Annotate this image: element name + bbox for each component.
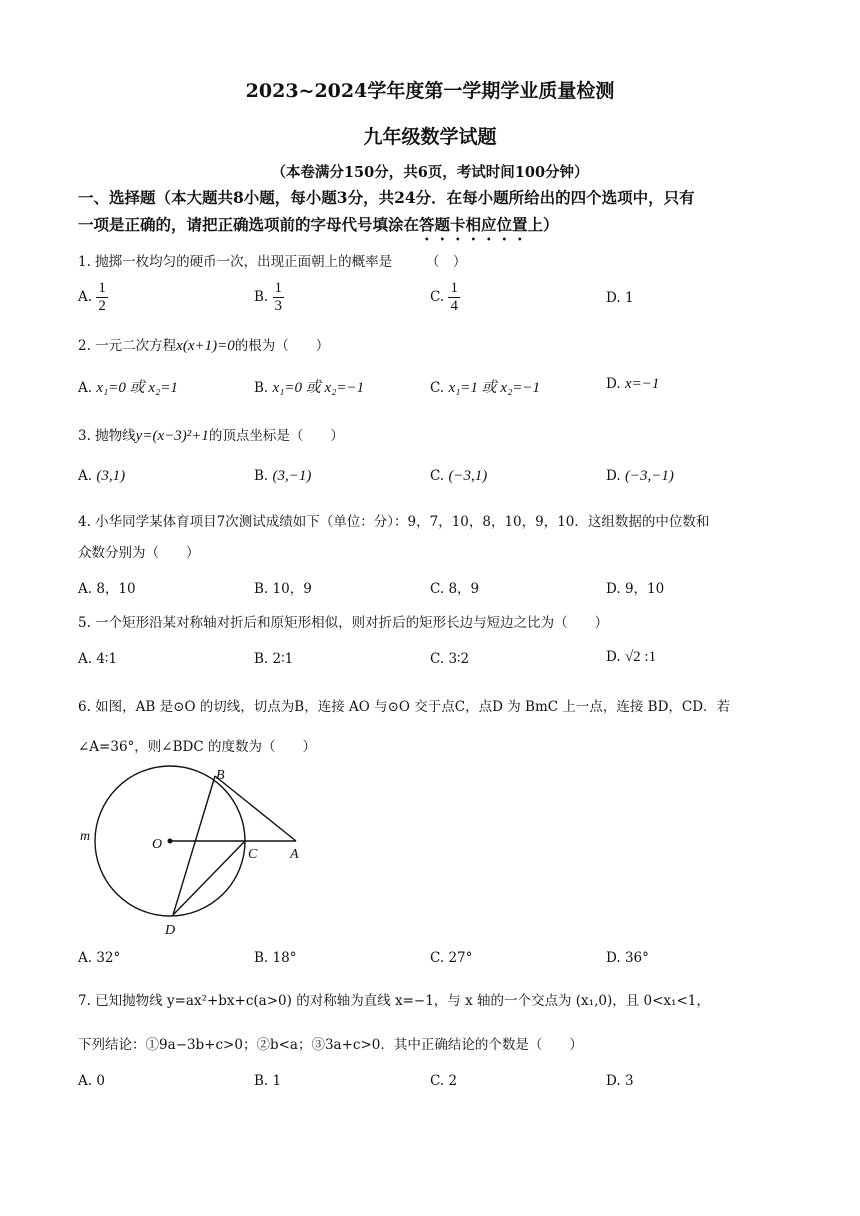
q1-option-c[interactable]: C. $\frac{1}{4}$: [430, 280, 458, 314]
q3-equation: y=(x−3)²+1: [135, 428, 209, 444]
q6-option-b[interactable]: B. 18°: [254, 950, 297, 966]
q2-equation: x(x+1)=0: [176, 338, 235, 354]
q3-option-c[interactable]: C. (−3,1): [430, 468, 488, 484]
q6-option-c[interactable]: C. 27°: [430, 950, 473, 966]
label-a: A: [290, 847, 299, 862]
question-4-stem-line2: 众数分别为（ ）: [78, 545, 200, 561]
q3-option-d[interactable]: D. (−3,−1): [606, 468, 674, 484]
q4-option-d[interactable]: D. 9，10: [606, 581, 665, 597]
exam-subtitle: 九年级数学试题: [363, 126, 497, 148]
section-heading-line1: 一、选择题（本大题共8小题，每小题3分，共24分．在每小题所给出的四个选项中，只有: [78, 188, 695, 207]
q1-option-a-fraction: $\frac{1}{2}$: [98, 280, 106, 314]
q5-option-d[interactable]: D. √2 :1: [606, 649, 657, 665]
q4-option-a[interactable]: A. 8，10: [78, 581, 136, 597]
section-heading-pre: 一项是正确的，请把正确选项前的字母代号填涂在: [78, 215, 420, 234]
q1-option-a[interactable]: A. $\frac{1}{2}$: [78, 280, 106, 314]
q4-option-b[interactable]: B. 10，9: [254, 581, 312, 597]
q2-option-b[interactable]: B. x₁=0 或 x₂=−1: [254, 380, 365, 396]
q4-option-c[interactable]: C. 8，9: [430, 581, 480, 597]
q3-option-b[interactable]: B. (3,−1): [254, 468, 312, 484]
tangent-ab: [215, 776, 296, 841]
q2-option-a[interactable]: A. x₁=0 或 x₂=1: [78, 380, 178, 396]
q2-option-d[interactable]: D. x=−1: [606, 376, 660, 392]
q6-option-d[interactable]: D. 36°: [606, 950, 649, 966]
label-m: m: [80, 829, 91, 844]
question-2-stem: 2. 一元二次方程x(x+1)=0的根为（ ）: [78, 338, 330, 354]
q5-option-a[interactable]: A. 4∶1: [78, 651, 118, 667]
question-7-stem-line2: 下列结论：①9a−3b+c>0；②b<a；③3a+c>0．其中正确结论的个数是（ ）: [78, 1037, 583, 1053]
label-b: B: [216, 768, 225, 783]
q7-option-a[interactable]: A. 0: [78, 1073, 105, 1089]
section-heading-post: 上）: [527, 215, 559, 234]
q1-option-b[interactable]: B. $\frac{1}{3}$: [254, 280, 283, 314]
label-o: O: [152, 837, 163, 852]
q2-option-c[interactable]: C. x₁=1 或 x₂=−1: [430, 380, 541, 396]
section-heading-emphasis: 答题卡相应位置: [419, 215, 528, 234]
q6-option-a[interactable]: A. 32°: [78, 950, 121, 966]
exam-title: 2023~2024学年度第一学期学业质量检测: [245, 80, 615, 102]
section-heading-line2: [78, 213, 559, 244]
question-6-stem-line2: ∠A=36°，则∠BDC 的度数为（ ）: [78, 739, 316, 755]
question-1-stem: 1. 抛掷一枚均匀的硬币一次，出现正面朝上的概率是 （ ）: [78, 254, 467, 270]
q3-option-a[interactable]: A. (3,1): [78, 468, 126, 484]
label-c: C: [248, 847, 258, 862]
question-7-stem-line1: 7. 已知抛物线 y=ax²+bx+c(a>0) 的对称轴为直线 x=−1，与 x 轴的一个交点为 (x₁,0)，且 0<x₁<1，: [78, 993, 710, 1009]
q5-option-c[interactable]: C. 3∶2: [430, 651, 470, 667]
label-d: D: [165, 923, 176, 938]
exam-info: （本卷满分150分，共6页，考试时间100分钟）: [271, 164, 589, 181]
q1-option-c-fraction: $\frac{1}{4}$: [450, 280, 458, 314]
question-3-stem: 3. 抛物线y=(x−3)²+1的顶点坐标是（ ）: [78, 428, 344, 444]
center-point: [168, 839, 173, 844]
question-6-stem-line1: 6. 如图，AB 是⊙O 的切线，切点为B，连接 AO 与⊙O 交于点C，点D 为 BmC 上一点，连接 BD，CD．若: [78, 699, 731, 715]
q1-option-b-fraction: $\frac{1}{3}$: [274, 280, 283, 314]
q7-option-b[interactable]: B. 1: [254, 1073, 282, 1089]
question-5-stem: 5. 一个矩形沿某对称轴对折后和原矩形相似，则对折后的矩形长边与短边之比为（ ）: [78, 615, 609, 631]
q7-option-c[interactable]: C. 2: [430, 1073, 458, 1089]
q5-option-b[interactable]: B. 2∶1: [254, 651, 294, 667]
q1-option-d[interactable]: D. 1: [606, 290, 634, 306]
circle-tangent-figure: [70, 762, 320, 940]
question-4-stem-line1: 4. 小华同学某体育项目7次测试成绩如下（单位：分）：9，7，10，8，10，9，10．这组数据的中位数和: [78, 514, 710, 530]
q7-option-d[interactable]: D. 3: [606, 1073, 634, 1089]
